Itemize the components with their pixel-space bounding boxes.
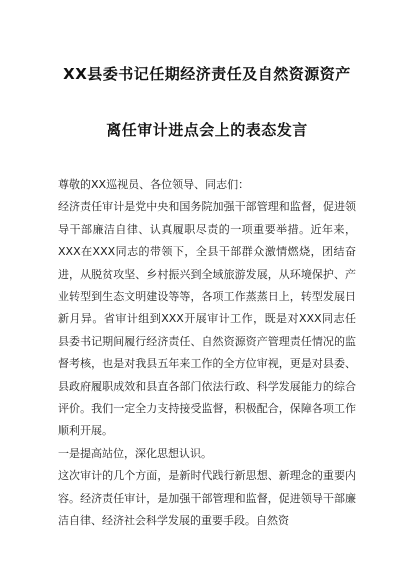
paragraph-3: 这次审计的几个方面，是新时代践行新思想、新理念的重要内容。经济责任审计，是加强干部管理和监督，促进领导干部廉洁自律、经济社会科学发展的重要手段。自然资 (58, 469, 356, 528)
document-body (58, 174, 356, 533)
document-title-line-2: 离任审计进点会上的表态发言 (106, 121, 308, 139)
paragraph-2: 一是提高站位，深化思想认识。 (58, 446, 212, 460)
paragraph-1: 经济责任审计是党中央和国务院加强干部管理和监督，促进领导干部廉洁自律、认真履职尽责的一项重要举措。近年来，XXX在XXX同志的带领下，全县干部群众激情燃烧，团结奋进，从脱贫攻坚、乡村振兴到全域旅游发展，从环境保护、产业转型到生态文明建设等等，各项工作蒸蒸日上，转型发展日新月异。省审计组到XXX开展审计工作，既是对XXX同志任县委书记期间履行经济责任、自然资源资产管理责任情况的监督考核，也是对我县五年来工作的全方位审视，更是对县委、县政府履职成效和县直各部门依法行政、科学发展能力的综合评价。我们一定全力支持接受监督，积极配合，保障各项工作顺利开展。 (58, 200, 356, 438)
salutation: 尊敬的XX巡视员、各位领导、同志们： (58, 178, 250, 191)
document-title-line-1: XX县委书记任期经济责任及自然资源资产 (63, 65, 351, 83)
